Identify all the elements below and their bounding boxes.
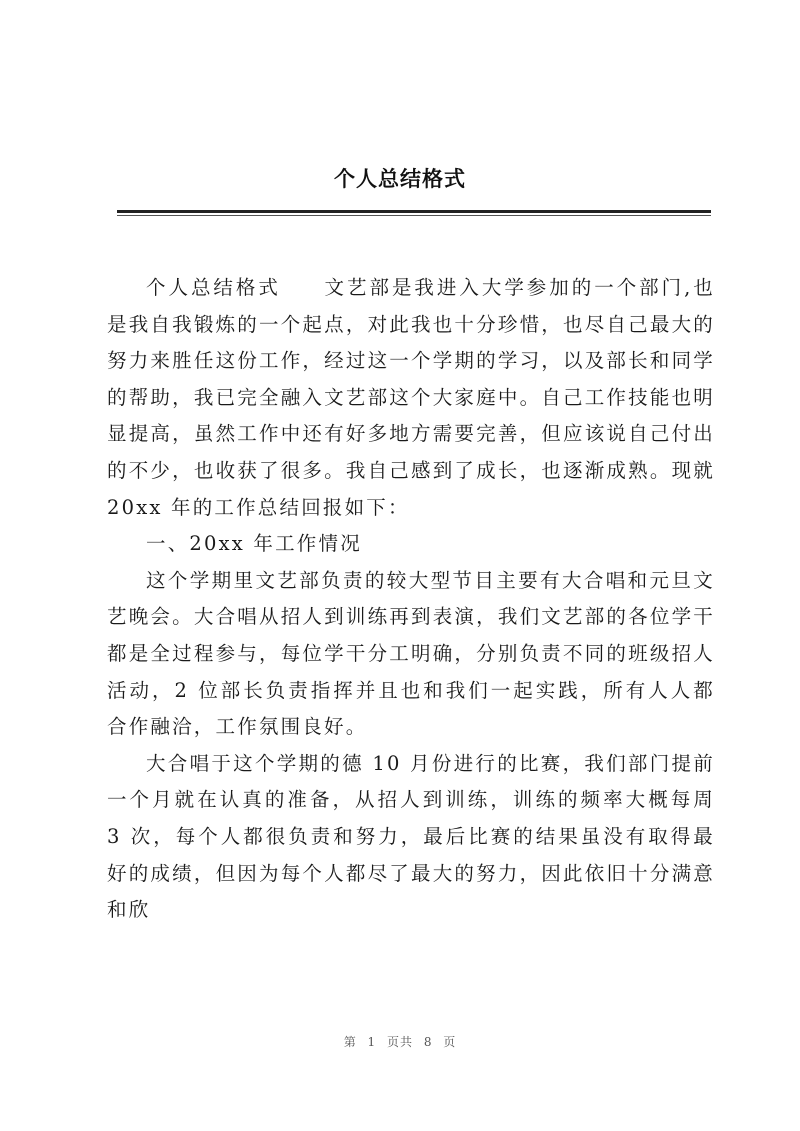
document-title: 个人总结格式 xyxy=(334,167,466,191)
title-rule-thick xyxy=(117,210,711,213)
section-heading: 一、20xx 年工作情况 xyxy=(146,532,362,556)
paragraph-lead: 个人总结格式 xyxy=(146,276,281,299)
paragraph-intro xyxy=(107,270,715,526)
title-rule-thin xyxy=(117,215,711,216)
paragraph-chorus: 大合唱于这个学期的德 10 月份进行的比赛，我们部门提前一个月就在认真的准备，从招人到训练，训练的频率大概每周 3 次，每个人都很负责和努力，最后比赛的结果虽没有取得最好的成绩，但因为每个人都尽了最大的努力，因此依旧十分满意和欣 xyxy=(107,751,715,922)
paragraph-activities: 这个学期里文艺部负责的较大型节目主要有大合唱和元旦文艺晚会。大合唱从招人到训练再到表演，我们文艺部的各位学干都是全过程参与，每位学干分工明确，分别负责不同的班级招人活动，2 位部长负责指挥并且也和我们一起实践，所有人人都合作融洽，工作氛围良好。 xyxy=(107,568,715,739)
document-body xyxy=(107,270,715,929)
page-footer: 第 1 页共 8 页 xyxy=(343,1035,457,1049)
paragraph-text: 文艺部是我进入大学参加的一个部门,也是我自我锻炼的一个起点，对此我也十分珍惜，也尽自己最大的努力来胜任这份工作，经过这一个学期的学习，以及部长和同学的帮助，我已完全融入文艺部这个大家庭中。自己工作技能也明显提高，虽然工作中还有好多地方需要完善，但应该说自己付出的不少，也收获了很多。我自己感到了成长，也逐渐成熟。现就20xx 年的工作总结回报如下： xyxy=(107,276,715,519)
